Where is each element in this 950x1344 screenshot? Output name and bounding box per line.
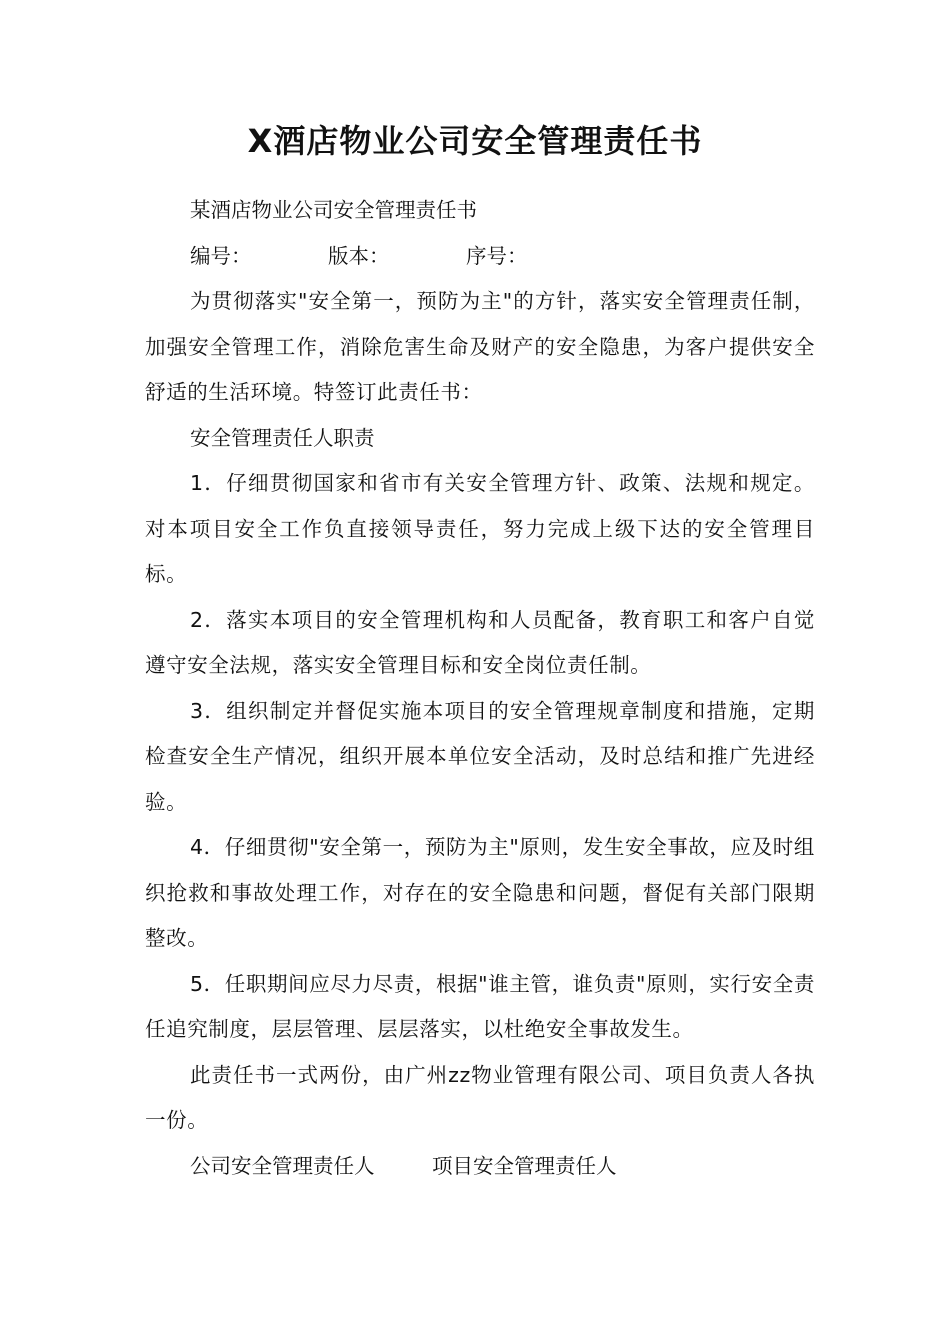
document-body: [145, 188, 815, 1189]
version-label: 版本：: [328, 243, 390, 268]
document-meta-line: [145, 234, 815, 280]
section-heading: 安全管理责任人职责: [190, 425, 375, 450]
duty-item-1: 1．仔细贯彻国家和省市有关安全管理方针、政策、法规和规定。对本项目安全工作负直接领导责任，努力完成上级下达的安全管理目标。: [145, 471, 815, 586]
duty-item-2: 2．落实本项目的安全管理机构和人员配备，教育职工和客户自觉遵守安全法规，落实安全管理目标和安全岗位责任制。: [145, 607, 815, 677]
duty-item-5: 5．任职期间应尽力尽责，根据"谁主管，谁负责"原则，实行安全责任追究制度，层层管理、层层落实，以杜绝安全事故发生。: [145, 971, 815, 1041]
company-signatory-label: 公司安全管理责任人: [190, 1153, 375, 1178]
closing-paragraph: 此责任书一式两份，由广州zz物业管理有限公司、项目负责人各执一份。: [145, 1062, 815, 1132]
signature-line: [145, 1144, 815, 1190]
duty-item-3: 3．组织制定并督促实施本项目的安全管理规章制度和措施，定期检查安全生产情况，组织开展本单位安全活动，及时总结和推广先进经验。: [145, 698, 815, 814]
document-subtitle: 某酒店物业公司安全管理责任书: [190, 198, 477, 222]
project-signatory-label: 项目安全管理责任人: [432, 1153, 617, 1178]
sequence-label: 序号：: [466, 243, 528, 268]
number-label: 编号：: [190, 243, 252, 268]
document-title: X酒店物业公司安全管理责任书: [247, 122, 703, 160]
duty-item-4: 4．仔细贯彻"安全第一，预防为主"原则，发生安全事故，应及时组织抢救和事故处理工作，对存在的安全隐患和问题，督促有关部门限期整改。: [145, 835, 815, 950]
intro-paragraph: 为贯彻落实"安全第一，预防为主"的方针，落实安全管理责任制，加强安全管理工作，消除危害生命及财产的安全隐患，为客户提供安全舒适的生活环境。特签订此责任书：: [145, 289, 815, 404]
